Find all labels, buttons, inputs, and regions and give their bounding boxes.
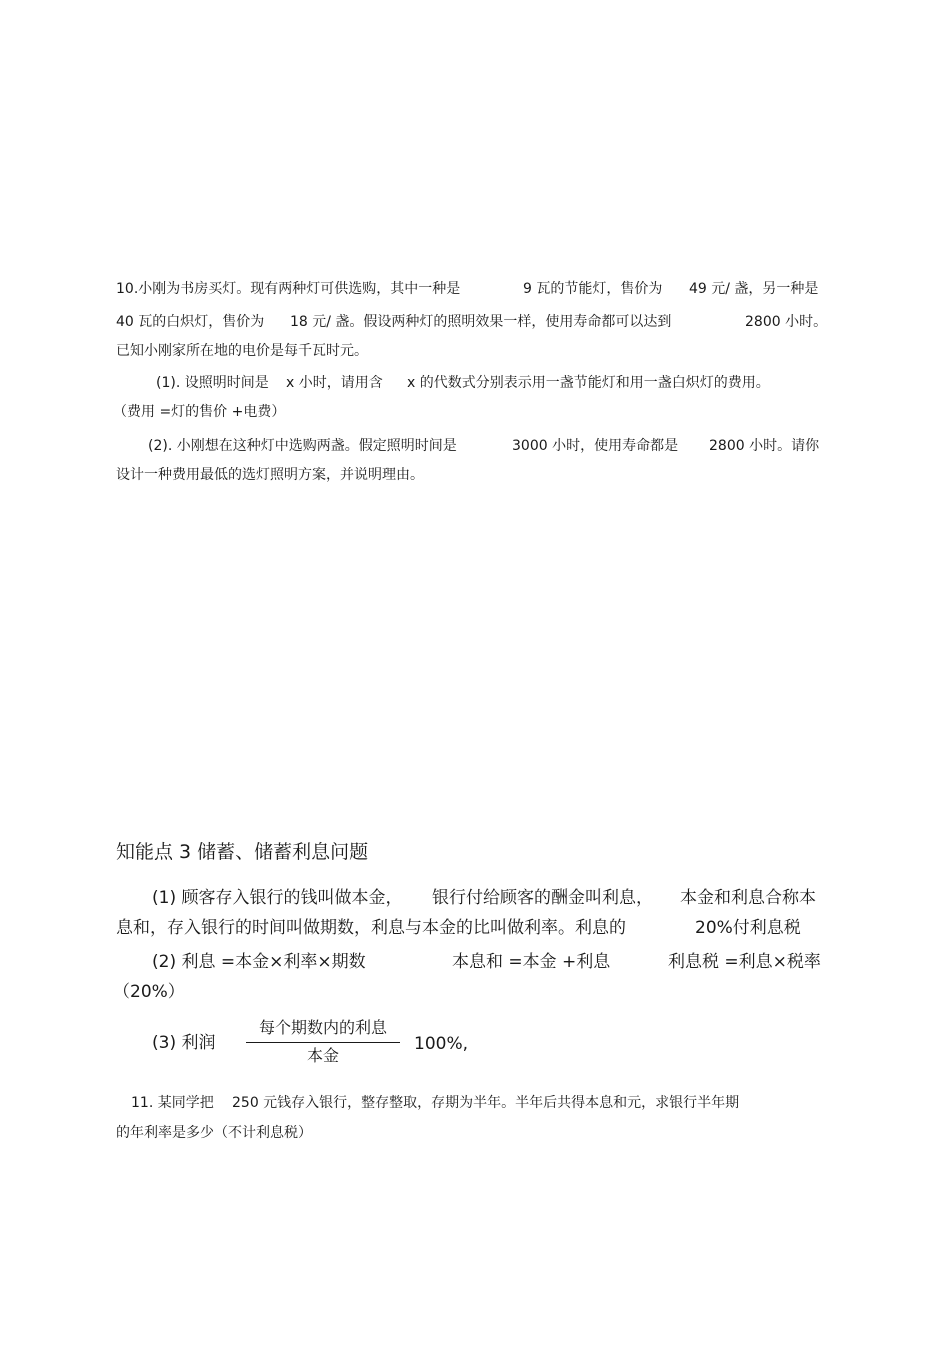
q10-part-2-a: (2). 小刚想在这种灯中选购两盏。假定照明时间是 bbox=[148, 438, 457, 454]
point-2-interest-formula: (2) 利息 =本金×利率×期数 bbox=[152, 952, 366, 972]
point-1-line-1-a: (1) 顾客存入银行的钱叫做本金， bbox=[152, 888, 403, 908]
fraction-bar bbox=[246, 1042, 400, 1043]
point-3-label-text: (3) 利润 bbox=[152, 1033, 216, 1053]
fraction-numerator: 每个期数内的利息 bbox=[258, 1018, 387, 1037]
section-heading: 知能点 3 储蓄、储蓄利息问题 bbox=[116, 841, 369, 863]
q10-line-2-b: 18 元/ 盏。假设两种灯的照明效果一样，使用寿命都可以达到 bbox=[290, 314, 672, 330]
point-1-line-2-b: 20%付利息税 bbox=[695, 918, 801, 938]
q10-line-1-c: 49 元/ 盏，另一种是 bbox=[689, 281, 819, 297]
q11-line-1-b: 250 元钱存入银行，整存整取，存期为半年。半年后共得本息和元，求银行半年期 bbox=[232, 1095, 740, 1111]
point-2-tax-formula: 利息税 =利息×税率 bbox=[668, 952, 821, 972]
q10-line-1-b: 9 瓦的节能灯，售价为 bbox=[523, 281, 663, 297]
fraction-denominator: 本金 bbox=[306, 1046, 339, 1065]
q10-part-2-b: 3000 小时，使用寿命都是 bbox=[512, 438, 679, 454]
point-2-tax-rate: （20%） bbox=[113, 982, 185, 1002]
point-1-line-1-b: 银行付给顾客的酬金叫利息， bbox=[432, 888, 653, 908]
q10-cost-note-text: （费用 =灯的售价 +电费） bbox=[113, 404, 286, 420]
q10-part-1-c: x 的代数式分别表示用一盏节能灯和用一盏白炽灯的费用。 bbox=[407, 375, 770, 391]
q10-line-3-text: 已知小刚家所在地的电价是每千瓦时元。 bbox=[116, 343, 368, 359]
point-3-suffix-text: 100%, bbox=[414, 1034, 469, 1054]
point-1-line-2-a: 息和，存入银行的时间叫做期数，利息与本金的比叫做利率。利息的 bbox=[116, 918, 626, 938]
q10-part-2-c: 2800 小时。请你 bbox=[709, 438, 820, 454]
q11-line-2-text: 的年利率是多少（不计利息税） bbox=[116, 1125, 312, 1141]
profit-fraction bbox=[246, 1017, 400, 1067]
q10-part-1-a: (1). 设照明时间是 bbox=[156, 375, 269, 391]
q10-part-1-b: x 小时，请用含 bbox=[286, 375, 383, 391]
point-1-line-1-c: 本金和利息合称本 bbox=[680, 888, 816, 908]
q10-line-2-a: 40 瓦的白炽灯，售价为 bbox=[116, 314, 265, 330]
point-2-principal-interest-formula: 本息和 =本金 +利息 bbox=[452, 952, 611, 972]
q10-line-1-a: 10.小刚为书房买灯。现有两种灯可供选购，其中一种是 bbox=[116, 281, 461, 297]
q10-line-2-c: 2800 小时。 bbox=[745, 314, 828, 330]
q11-line-1-a: 11. 某同学把 bbox=[131, 1095, 214, 1111]
q10-part-2-line-2-text: 设计一种费用最低的选灯照明方案，并说明理由。 bbox=[116, 467, 424, 483]
